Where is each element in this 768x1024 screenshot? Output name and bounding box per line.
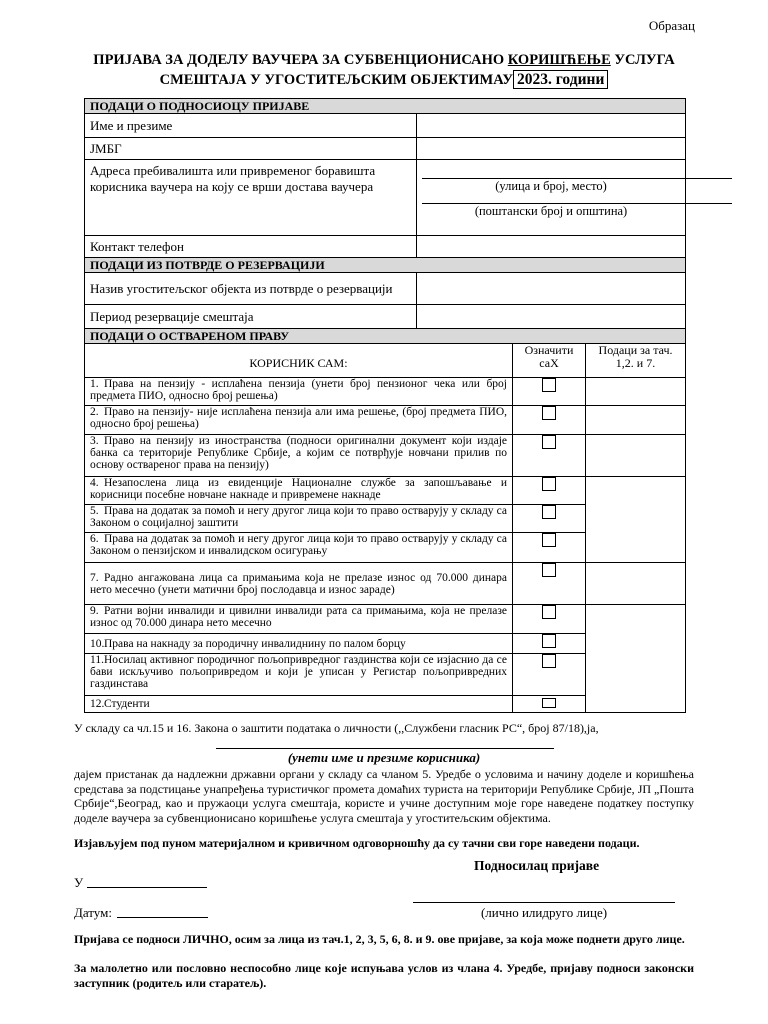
date-field[interactable] xyxy=(117,904,208,918)
col-data-header: Подаци за тач. 1,2. и 7. xyxy=(586,344,686,378)
date-label: Датум: xyxy=(74,905,112,920)
jmbg-label: ЈМБГ xyxy=(85,138,417,160)
list-item: 2. Право на пензију- није исплаћена пензија али има решење, (број предмета ПИО, односно број решења) xyxy=(85,406,513,435)
list-item: 6. Права на додатак за помоћ и негу другог лица који то право остварују у складу са Законом о пензијском и инвалидском осигурању xyxy=(85,533,513,563)
title-line1-b: КОРИШЋЕЊЕ xyxy=(507,52,611,68)
section-rights-header: ПОДАЦИ О ОСТВАРЕНОМ ПРАВУ xyxy=(85,329,686,344)
phone-label: Контакт телефон xyxy=(85,236,417,258)
checkbox[interactable] xyxy=(542,563,556,577)
checkbox[interactable] xyxy=(542,406,556,420)
declaration: Изјављујем под пуном материјалном и кривичном одговорношћу да су тачни сви горе наведени подаци. xyxy=(74,836,640,850)
checkbox[interactable] xyxy=(542,435,556,449)
list-item: 4. Незапослена лица из евиденције Националне службе за запошљавање и корисници посебне новчане накнаде и привремене накнаде xyxy=(85,477,513,505)
facility-label: Назив угоститељског објекта из потврде о резервацији xyxy=(85,273,417,305)
list-item: 3. Право на пензију из иностранства (подноси оригинални документ који издаје банка са територије Републике Србије, а којим се потврђује новчани прилив по основу оствареног права на пензију) xyxy=(85,435,513,477)
list-item: 12.Студенти xyxy=(85,696,513,713)
title-line1-a: ПРИЈАВА ЗА ДОДЕЛУ ВАУЧЕРА ЗА СУБВЕНЦИОНИСАНО xyxy=(93,52,508,68)
phone-field[interactable] xyxy=(417,236,686,258)
list-item: 10.Права на накнаду за породичну инвалиднину по палом борцу xyxy=(85,634,513,654)
section-reservation-header: ПОДАЦИ ИЗ ПОТВРДЕ О РЕЗЕРВАЦИЈИ xyxy=(85,258,686,273)
name-line[interactable] xyxy=(216,736,554,749)
name-field[interactable] xyxy=(417,114,686,138)
note-legal-representative: За малолетно или пословно неспособно лице које испуњава услов из члана 4. Уредбе, пријаву подноси законски заступник (родитељ или старатељ). xyxy=(74,961,694,990)
address-hint-street: (улица и број, место) xyxy=(495,179,607,193)
application-table xyxy=(84,98,686,713)
address-hint-postal: (поштански број и општина) xyxy=(474,204,628,218)
name-label: Име и презиме xyxy=(85,114,417,138)
form-label: Образац xyxy=(648,18,695,33)
data-field[interactable] xyxy=(586,378,686,406)
col-mark-header: Означити саХ xyxy=(513,344,586,378)
section-applicant-header: ПОДАЦИ О ПОДНОСИОЦУ ПРИЈАВЕ xyxy=(85,99,686,114)
consent-intro: У складу са чл.15 и 16. Закона о заштити података о личности (,,Службени гласник РС“, број 87/18),ја, xyxy=(74,721,599,735)
title-line2: СМЕШТАЈА У УГОСТИТЕЉСКИМ ОБЈЕКТИМАУ xyxy=(159,72,514,88)
place-label: У xyxy=(74,875,84,890)
address-field[interactable] xyxy=(417,160,686,236)
list-item: 1. Права на пензију - исплаћена пензија (унети број пензионог чека или број предмета ПИО, односно број решења) xyxy=(85,378,513,406)
title-line1-c: УСЛУГА xyxy=(610,52,675,68)
checkbox[interactable] xyxy=(542,533,556,547)
name-hint: (унети име и презиме корисника) xyxy=(287,750,481,765)
list-item: 9. Ратни војни инвалиди и цивилни инвалиди рата са примањима, која не прелазе износ од 70.000 динара нето месечно xyxy=(85,605,513,634)
checkbox[interactable] xyxy=(542,698,556,708)
list-item: 7. Радно ангажована лица са примањима која не прелазе износ од 70.000 динара нето месечно (унети матични број послодавца и износ зараде) xyxy=(85,563,513,605)
checkbox[interactable] xyxy=(542,634,556,648)
checkbox[interactable] xyxy=(542,477,556,491)
list-item: 5. Права на додатак за помоћ и негу другог лица који то право остварују у складу са Законом о социјалној заштити xyxy=(85,505,513,533)
data-field[interactable] xyxy=(586,435,686,477)
address-label: Адреса пребивалишта или привременог боравишта корисника ваучера на коју се врши достава ваучера xyxy=(85,160,417,236)
checkbox[interactable] xyxy=(542,605,556,619)
list-item: 11.Носилац активног породичног пољопривредног газдинства који се изјаснио да се бави искључиво пољопривредом и који је уписан у Регистар пољопривредних газдинстава xyxy=(85,654,513,696)
jmbg-field[interactable] xyxy=(417,138,686,160)
data-field[interactable] xyxy=(586,563,686,605)
period-field[interactable] xyxy=(417,305,686,329)
consent-body: дајем пристанак да надлежни државни органи у складу са чланом 5. Уредбе о условима и начину доделе и коришћења средстава за подстицање унапређења туристичког промета домаћих туриста на територији Републике Србије, ЈП „Пошта Србије“,Београд, као и пружаоци услуга смештаја, користе и учине доступним моје горе наведене податкеу поступку доделе ваучера за субвенционисано коришћење услуга смештаја у угоститељским објектима. xyxy=(74,767,694,825)
note-personal: Пријава се подноси ЛИЧНО, осим за лица из тач.1, 2, 3, 5, 6, 8. и 9. ове пријаве, за која може поднети друго лице. xyxy=(74,932,685,946)
checkbox[interactable] xyxy=(542,378,556,392)
place-field[interactable] xyxy=(87,874,207,888)
signature-line[interactable] xyxy=(413,890,675,903)
title-year: 2023. години xyxy=(513,70,608,89)
facility-field[interactable] xyxy=(417,273,686,305)
checkbox[interactable] xyxy=(542,654,556,668)
applicant-label: Подносилац пријаве xyxy=(474,858,600,873)
data-field[interactable] xyxy=(586,406,686,435)
period-label: Период резервације смештаја xyxy=(85,305,417,329)
col-user-header: КОРИСНИК САМ: xyxy=(85,344,513,378)
page-title xyxy=(60,50,708,90)
signature-caption: (лично илидруго лице) xyxy=(480,905,608,920)
checkbox[interactable] xyxy=(542,505,556,519)
